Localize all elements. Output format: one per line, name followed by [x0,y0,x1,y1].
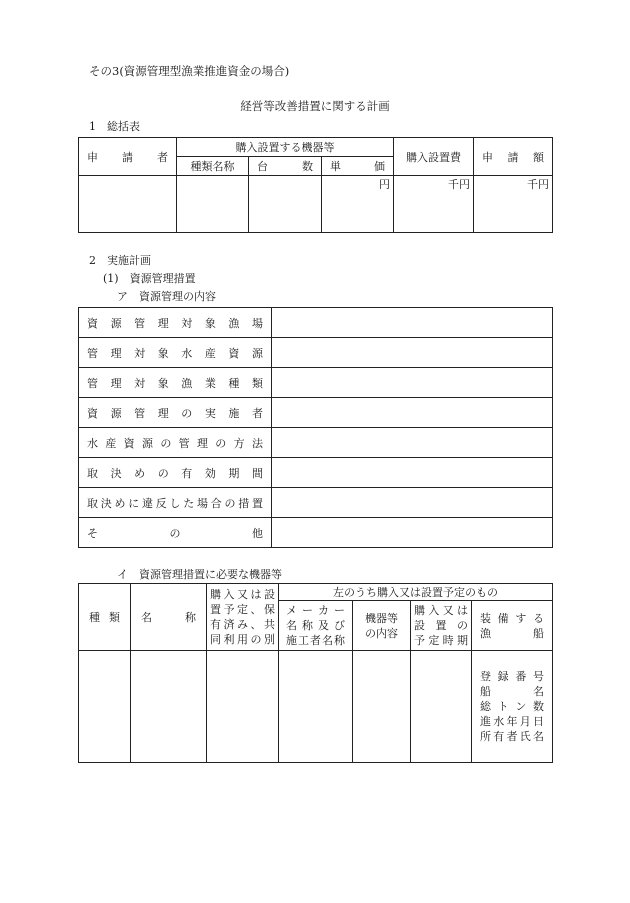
label-char: 置 [252,496,263,510]
label-char: 反 [155,496,167,510]
label-char: 源 [251,346,263,360]
row-value-cell[interactable] [272,458,553,488]
label-char: 合 [210,496,222,510]
label-char: 他 [252,526,263,540]
label-char: 名 [141,611,152,624]
table-row [79,458,553,488]
header-line: メ ー カ ー [286,604,345,617]
install-cost-header: 購入設置費 [394,138,474,176]
label-char: 管 [134,316,146,330]
label-char: 施 [228,406,240,420]
label-char: 理 [157,406,169,420]
unit-price-cell[interactable] [322,176,394,233]
type-name-cell[interactable] [177,176,249,233]
label-char: 水 [181,346,193,360]
applicant-cell[interactable] [79,176,177,233]
table-row [79,428,553,458]
label-char: 理 [110,346,122,360]
label-char: の [215,436,227,450]
label-char: 源 [110,316,122,330]
name-cell[interactable] [131,651,207,763]
label-char: 決 [110,466,122,480]
install-cost-cell[interactable] [394,176,474,233]
subsection-1-heading: (1) 資源管理措置 [103,272,196,285]
label-char: し [169,496,181,510]
header-line: 置 予 定 、 保 [210,603,275,616]
maker-header [279,601,353,651]
label-char: そ [87,526,98,540]
label-char: め [134,466,146,480]
header-line: 装 備 す る [480,611,544,625]
row-label [79,435,271,451]
page-title: 経営等改善措置に関する計画 [240,99,390,113]
count-header [249,157,322,176]
row-value-cell[interactable] [272,518,553,548]
label-char: 資 [87,406,98,420]
label-char: の [181,406,193,420]
unit-yen: 円 [379,178,391,191]
purchase-status-cell[interactable] [207,651,279,763]
section1-heading: 1 総括表 [89,120,140,133]
row-label-cell [79,428,272,458]
label-char: 産 [105,436,117,450]
unit-price-header [322,157,394,176]
vessel-info-line: 登 録 番 号 [480,670,544,683]
label-char: 類 [251,376,263,390]
section2-heading: 2 実施計画 [89,254,151,267]
type-name-header: 種類名称 [177,157,249,176]
header-line: 設 置 の [414,619,468,632]
label-char: 期 [228,466,240,480]
label-char: 漁 [181,376,193,390]
label-char: 単 [330,160,341,173]
table-row [79,368,553,398]
row-label-cell [79,398,272,428]
label-char: 取 [87,496,98,510]
header-line: の内容 [365,626,398,640]
row-label-cell [79,488,272,518]
label-char: 象 [157,346,169,360]
resource-management-table [78,307,553,548]
vessel-info-line: 所 有 者 氏 名 [480,730,544,743]
content-header [353,601,411,651]
row-label-cell [79,458,272,488]
label-char: 象 [204,316,216,330]
label-char: 場 [197,496,208,510]
label-char: 源 [141,436,153,450]
label-char: 資 [228,346,240,360]
row-label-cell [79,308,272,338]
label-char: 法 [251,436,263,450]
table-row [79,308,553,338]
label-char: 価 [374,160,386,173]
label-char: 象 [157,376,169,390]
row-label [79,315,271,331]
label-char: 資 [123,436,135,450]
row-value-cell[interactable] [272,488,553,518]
subsection-b-heading: イ 資源管理措置に必要な機器等 [117,568,282,581]
equipment-table [78,583,553,763]
unit-thousand-yen: 千円 [448,178,471,191]
form-header: その3(資源管理型漁業推進資金の場合) [89,64,290,78]
label-char: 実 [204,406,216,420]
planned-group-header: 左のうち購入又は設置予定のもの [279,584,553,601]
applicant-header [79,138,177,176]
row-label [79,345,271,361]
label-char: 違 [142,496,153,510]
vessel-info-line: 進 水 年 月 日 [480,715,544,728]
label-char: 有 [181,466,193,480]
timing-cell[interactable] [411,651,472,763]
row-value-cell[interactable] [272,338,553,368]
vessel-info-line: 船 名 [480,685,544,698]
row-label [79,375,271,391]
label-char: 取 [87,466,98,480]
row-label [79,465,271,481]
row-value-cell[interactable] [272,308,553,338]
row-value-cell[interactable] [272,428,553,458]
name-label [131,609,206,625]
row-label-cell [79,368,272,398]
row-label [79,495,271,511]
unit-price-label [322,158,393,174]
table-row [79,518,553,548]
label-char: 申 [87,150,98,164]
label-char: 間 [251,466,263,480]
label-char: 称 [185,611,196,624]
label-char: 源 [110,406,122,420]
table-row [79,338,553,368]
label-char: 管 [87,346,98,360]
table-row [79,398,553,428]
header-line: 漁 船 [480,626,544,640]
purchase-status-header [207,584,279,651]
label-char: 理 [157,316,169,330]
request-amount-cell[interactable] [474,176,553,233]
applicant-label [79,149,176,165]
unit-thousand-yen: 千円 [527,178,550,191]
label-char: に [128,496,140,510]
header-line: 施 工 者 名 称 [286,634,345,647]
header-line: 同 利 用 の 別 [210,633,275,646]
row-value-cell[interactable] [272,398,553,428]
label-char: め [114,496,126,510]
row-label [79,405,271,421]
label-char: 管 [134,406,146,420]
name-header [131,584,207,651]
table-row [79,488,553,518]
label-char: の [160,436,172,450]
kind-label [79,609,130,625]
vessel-info-cell[interactable] [472,651,553,763]
kind-cell[interactable] [79,651,131,763]
request-amount-header [474,138,553,176]
label-char: 管 [178,436,190,450]
header-line: 購 入 又 は 設 [210,588,275,601]
label-char: 請 [122,150,133,164]
label-char: 方 [233,436,245,450]
label-char: 管 [87,376,98,390]
row-label-cell [79,518,272,548]
label-char: 類 [109,611,120,624]
content-cell[interactable] [353,651,411,763]
label-char: 請 [507,150,519,164]
header-line: 予 定 時 期 [414,634,468,647]
label-char: 産 [204,346,216,360]
label-char: 台 [257,160,268,173]
label-char: 業 [204,376,216,390]
label-char: た [183,496,195,510]
label-char: 種 [89,611,100,624]
label-char: 資 [87,316,98,330]
count-cell[interactable] [249,176,322,233]
row-label [79,525,271,541]
equipment-group-header: 購入設置する機器等 [177,138,394,157]
label-char: の [224,496,236,510]
label-char: 対 [181,316,193,330]
label-char: 申 [482,150,494,164]
label-char: 者 [251,406,263,420]
row-label-cell [79,338,272,368]
header-line: 機器等 [365,611,398,625]
label-char: 対 [134,376,146,390]
header-line: 購 入 又 は [414,604,468,617]
label-char: 額 [533,150,545,164]
label-char: 水 [87,436,98,450]
kind-header [79,584,131,651]
label-char: 理 [196,436,208,450]
summary-table [78,137,553,233]
label-char: 場 [251,316,263,330]
maker-cell[interactable] [279,651,353,763]
header-line: 名 称 及 び [286,619,345,632]
label-char: の [169,526,181,540]
timing-header [411,601,472,651]
row-value-cell[interactable] [272,368,553,398]
subsection-a-heading: ア 資源管理の内容 [117,290,216,303]
label-char: 措 [238,496,250,510]
label-char: 数 [302,160,313,173]
request-amount-label [474,149,552,165]
label-char: の [157,466,169,480]
label-char: 決 [100,496,112,510]
label-char: 効 [204,466,216,480]
label-char: 漁 [228,316,240,330]
vessel-header [472,601,553,651]
label-char: 者 [157,150,168,164]
count-label [249,158,321,174]
vessel-info-line: 総 ト ン 数 [480,700,544,713]
header-line: 有 済 み 、 共 [210,618,275,631]
label-char: 対 [134,346,146,360]
label-char: 種 [228,376,240,390]
label-char: 理 [110,376,122,390]
